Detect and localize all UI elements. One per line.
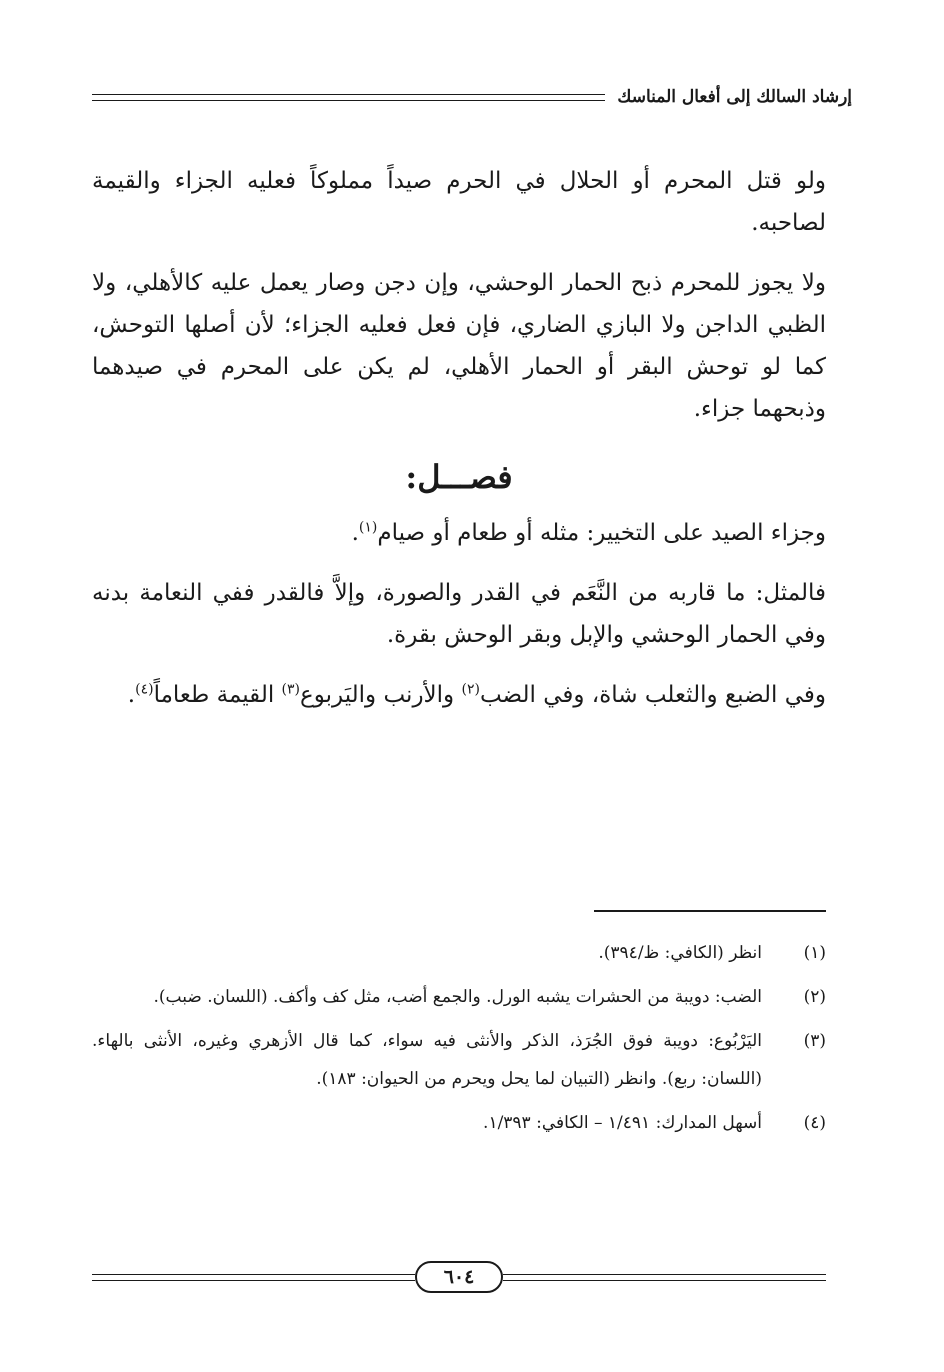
paragraph-2: ولا يجوز للمحرم ذبح الحمار الوحشي، وإن دجن وصار يعمل عليه كالأهلي، ولا الظبي الداجن ولا البازي الضاري، فإن فعل فعليه الجزاء؛ لأن أصلها التوحش، كما لو توحش البقر أو الحمار الأهلي، لم يكن على المحرم في صيدهما وذبحهما جزاء. — [92, 270, 826, 422]
paragraph-3-end: . — [351, 520, 359, 546]
paragraph-5 — [92, 674, 826, 716]
book-title: إرشاد السالك إلى أفعال المناسك — [617, 87, 852, 107]
paragraph-5-part-b: والأرنب واليَربوع — [300, 682, 462, 708]
footnote-ref-2: (٢) — [461, 681, 480, 698]
footnote-item — [92, 1022, 826, 1098]
paragraph-3-text: وجزاء الصيد على التخيير: مثله أو طعام أو صيام — [377, 520, 826, 546]
footnote-number: (١) — [803, 943, 826, 963]
section-heading: فصـــل: — [405, 458, 513, 496]
footnotes — [92, 934, 826, 1148]
footnote-item — [92, 1104, 826, 1142]
footnote-number: (٣) — [803, 1031, 826, 1051]
footnote-number: (٢) — [803, 987, 826, 1007]
paragraph-1: ولو قتل المحرم أو الحلال في الحرم صيداً مملوكاً فعليه الجزاء والقيمة لصاحبه. — [92, 168, 826, 236]
footnote-number: (٤) — [803, 1113, 826, 1133]
footnote-text: أسهل المدارك: ١/٤٩١ – الكافي: ١/٣٩٣. — [483, 1113, 762, 1133]
footnote-text: اليَرْبُوع: دويبة فوق الجُرَذ، الذكر والأنثى فيه سواء، كما قال الأزهري وغيره، الأنثى بالهاء. (اللسان: ربع). وانظر (التبيان لما يحل ويحرم من الحيوان: ١٨٣). — [92, 1031, 762, 1089]
paragraph-5-part-a: وفي الضبع والثعلب شاة، وفي الضب — [479, 682, 826, 708]
footer-rule-right — [503, 1274, 826, 1281]
paragraph-5-part-c: القيمة طعاماً — [153, 682, 282, 708]
footnote-item — [92, 934, 826, 972]
paragraph-5-end: . — [127, 682, 136, 708]
running-header — [92, 80, 852, 114]
footnote-text: الضب: دويبة من الحشرات يشبه الورل. والجمع أضب، مثل كف وأكف. (اللسان. ضبب). — [153, 987, 762, 1007]
footnote-ref-1: (١) — [358, 519, 378, 536]
footnote-item — [92, 978, 826, 1016]
main-text — [92, 160, 826, 734]
footer-rule-left — [92, 1274, 415, 1281]
page-number: ٦٠٤ — [415, 1261, 503, 1293]
footnote-ref-3: (٣) — [281, 681, 300, 698]
footnote-text: انظر (الكافي: ظ/٣٩٤). — [598, 943, 762, 963]
paragraph-4: فالمثل: ما قاربه من النَّعَم في القدر والصورة، وإلاَّ فالقدر ففي النعامة بدنه وفي الحمار الوحشي والإبل وبقر الوحش بقرة. — [92, 580, 826, 648]
footnote-separator — [594, 910, 826, 912]
paragraph-3 — [92, 512, 826, 554]
page-footer — [92, 1262, 826, 1292]
footnote-ref-4: (٤) — [135, 681, 154, 698]
header-double-rule — [92, 94, 605, 101]
